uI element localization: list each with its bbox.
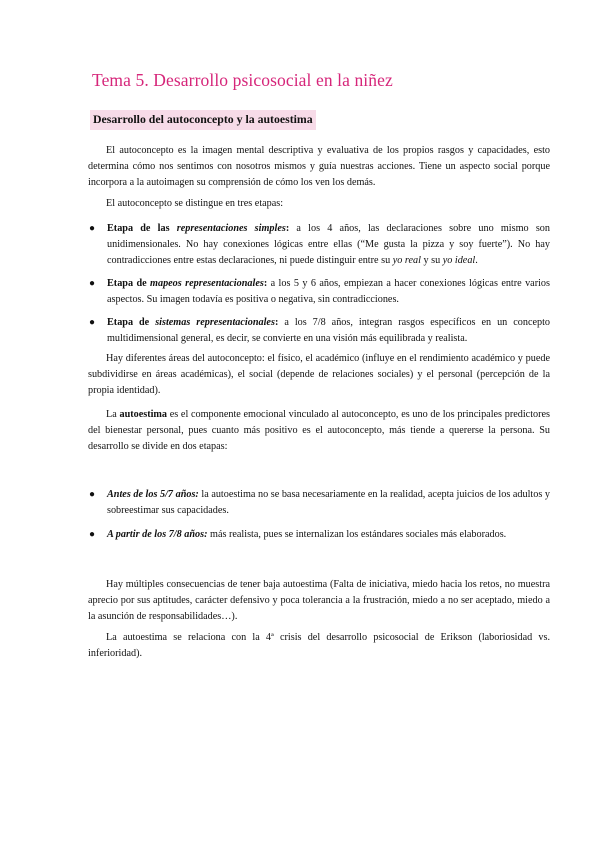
esteem-label: Antes de los 5/7 años: xyxy=(107,489,199,500)
list-item-stage-1: Etapa de las representaciones simples: a los 4 años, las declaraciones sobre uno mismo son unidimensionales. No hay conexiones lógicas entre ellas (“Me gusta la pizza y soy fuerte”). No hay contradicciones entre estas declaraciones, ni puede distinguir entre su yo real y su yo ideal. xyxy=(107,223,550,266)
paragraph-stages-intro: El autoconcepto se distingue en tres etapas: xyxy=(106,198,284,209)
bullet-icon: ● xyxy=(89,278,96,289)
autoestima-term: autoestima xyxy=(119,409,168,420)
paragraph-areas-text: Hay diferentes áreas del autoconcepto: el físico, el académico (influye en el rendimiento académico y puede subdividirse en áreas académicas), el social (depende de relaciones sociales) y el personal (percepción de la propia identidad). xyxy=(88,353,550,396)
page-title: Tema 5. Desarrollo psicosocial en la niñez xyxy=(92,70,393,90)
stage-label: Etapa de sistemas representacionales: xyxy=(107,317,279,328)
stage-label: Etapa de mapeos representacionales: xyxy=(107,278,268,289)
paragraph-autoconcepto: El autoconcepto es la imagen mental descriptiva y evaluativa de los propios rasgos y capacidades, esto determina cómo nos sentimos con nosotros mismos y guía nuestras acciones. Tiene un aspecto social porque incorpora a la autoimagen su comprensión de cómo los ven los demás. xyxy=(88,145,550,188)
bullet-icon: ● xyxy=(89,529,96,540)
list-item-esteem-1: Antes de los 5/7 años: la autoestima no se basa necesariamente en la realidad, acepta juicios de los adultos y sobreestimar sus capacidades. xyxy=(107,489,550,516)
bullet-icon: ● xyxy=(89,317,96,328)
paragraph-autoestima: La autoestima es el componente emocional vinculado al autoconcepto, es uno de los principales predictores del bienestar personal, pues cuanto más positivo es el autoconcepto, más tiende a quererse la persona. Su desarrollo se divide en dos etapas: xyxy=(88,409,550,452)
esteem-label: A partir de los 7/8 años: xyxy=(107,529,208,540)
section-subtitle: Desarrollo del autoconcepto y la autoestima xyxy=(90,110,316,130)
stage-label: Etapa de las representaciones simples: xyxy=(107,223,290,234)
paragraph-erikson: La autoestima se relaciona con la 4ª crisis del desarrollo psicosocial de Erikson (laboriosidad vs. inferioridad). xyxy=(88,632,550,659)
bullet-icon: ● xyxy=(89,489,96,500)
list-item-stage-2: Etapa de mapeos representacionales: a los 5 y 6 años, empiezan a hacer conexiones lógicas entre varios aspectos. Su imagen todavía es positiva o negativa, sin contradicciones. xyxy=(107,278,550,305)
list-item-esteem-2: A partir de los 7/8 años: más realista, pues se internalizan los estándares sociales más elaborados. xyxy=(107,529,507,540)
paragraph-consequences: Hay múltiples consecuencias de tener baja autoestima (Falta de iniciativa, miedo hacia los retos, no muestra aprecio por sus aptitudes, carácter defensivo y poca tolerancia a la frustración, miedo a no ser aceptado, miedo a la asunción de responsabilidades…). xyxy=(88,579,550,622)
bullet-icon: ● xyxy=(89,223,96,234)
list-item-stage-3: Etapa de sistemas representacionales: a los 7/8 años, integran rasgos específicos en un concepto multidimensional general, es decir, se convierte en una visión más equilibrada y realista. xyxy=(107,317,551,344)
